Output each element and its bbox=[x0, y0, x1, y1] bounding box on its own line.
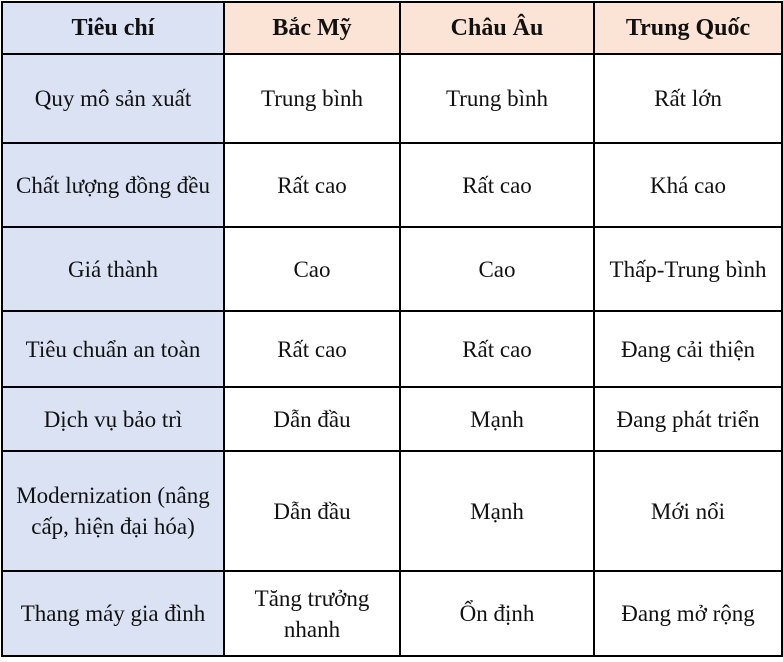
europe-cell: Rất cao bbox=[400, 311, 594, 387]
china-cell: Thấp-Trung bình bbox=[594, 227, 782, 311]
criteria-cell: Giá thành bbox=[2, 227, 224, 311]
table-row bbox=[2, 311, 782, 387]
table-row bbox=[2, 387, 782, 451]
header-north-america: Bắc Mỹ bbox=[224, 2, 400, 54]
header-criteria: Tiêu chí bbox=[2, 2, 224, 54]
china-cell: Đang mở rộng bbox=[594, 571, 782, 656]
china-cell: Khá cao bbox=[594, 143, 782, 227]
north-america-cell: Dẫn đầu bbox=[224, 451, 400, 571]
header-europe: Châu Âu bbox=[400, 2, 594, 54]
table-row bbox=[2, 571, 782, 656]
table-header bbox=[2, 2, 782, 54]
europe-cell: Ổn định bbox=[400, 571, 594, 656]
north-america-cell: Dẫn đầu bbox=[224, 387, 400, 451]
header-china: Trung Quốc bbox=[594, 2, 782, 54]
table-row bbox=[2, 227, 782, 311]
comparison-table bbox=[1, 1, 783, 657]
europe-cell: Cao bbox=[400, 227, 594, 311]
table-body bbox=[2, 54, 782, 656]
table-row bbox=[2, 54, 782, 143]
criteria-cell: Tiêu chuẩn an toàn bbox=[2, 311, 224, 387]
table-row bbox=[2, 143, 782, 227]
europe-cell: Mạnh bbox=[400, 387, 594, 451]
north-america-cell: Trung bình bbox=[224, 54, 400, 143]
china-cell: Rất lớn bbox=[594, 54, 782, 143]
criteria-cell: Modernization (nâng cấp, hiện đại hóa) bbox=[2, 451, 224, 571]
criteria-cell: Chất lượng đồng đều bbox=[2, 143, 224, 227]
europe-cell: Mạnh bbox=[400, 451, 594, 571]
criteria-cell: Thang máy gia đình bbox=[2, 571, 224, 656]
criteria-cell: Quy mô sản xuất bbox=[2, 54, 224, 143]
criteria-cell: Dịch vụ bảo trì bbox=[2, 387, 224, 451]
china-cell: Đang phát triển bbox=[594, 387, 782, 451]
europe-cell: Trung bình bbox=[400, 54, 594, 143]
europe-cell: Rất cao bbox=[400, 143, 594, 227]
china-cell: Đang cải thiện bbox=[594, 311, 782, 387]
north-america-cell: Rất cao bbox=[224, 311, 400, 387]
north-america-cell: Cao bbox=[224, 227, 400, 311]
north-america-cell: Tăng trưởng nhanh bbox=[224, 571, 400, 656]
table-row bbox=[2, 451, 782, 571]
header-row bbox=[2, 2, 782, 54]
china-cell: Mới nổi bbox=[594, 451, 782, 571]
north-america-cell: Rất cao bbox=[224, 143, 400, 227]
